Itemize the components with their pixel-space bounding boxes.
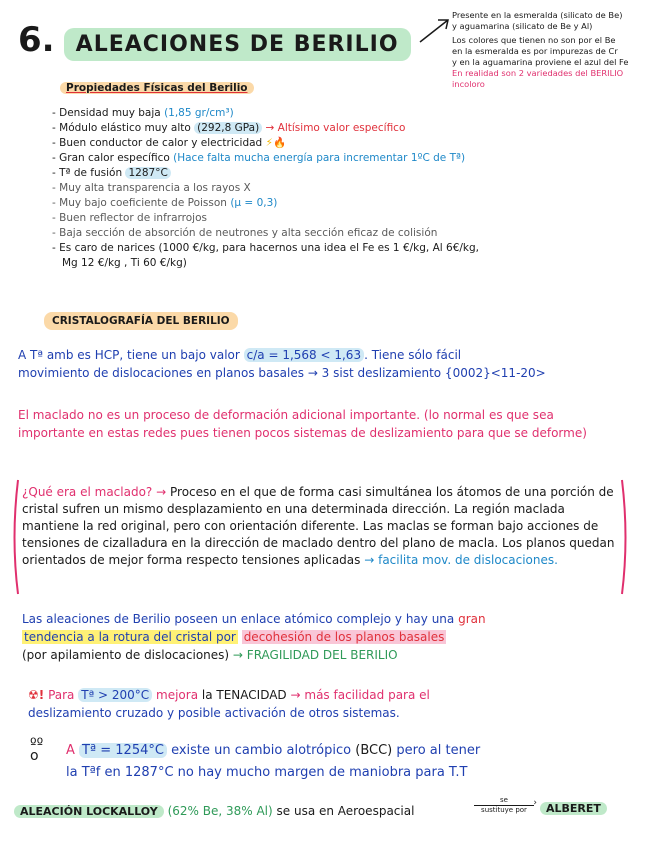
list-item: Mg 12 €/kg , Ti 60 €/kg) xyxy=(62,257,187,269)
list-item: - Muy bajo coeficiente de Poisson (μ = 0,3) xyxy=(52,197,278,209)
fire-icon: 🔥 xyxy=(272,137,287,149)
left-bracket xyxy=(10,478,20,596)
list-item: - Muy alta transparencia a los rayos X xyxy=(52,182,251,194)
side-note-line: Los colores que tienen no son por el Be xyxy=(452,35,616,45)
list-item: - Tª de fusión 1287°C xyxy=(52,166,479,181)
list-item: - Es caro de narices (1000 €/kg, para hacernos una idea el Fe es 1 €/kg, Al 6€/kg, xyxy=(52,242,480,254)
lightning-icon: ⚡ xyxy=(265,137,273,149)
list-item: - Gran calor específico (Hace falta mucha energía para incrementar 1ºC de Tª) xyxy=(52,152,466,164)
substitute-arrow: se › sustituye por xyxy=(474,796,534,815)
title-text: ALEACIONES DE BERILIO xyxy=(64,28,411,61)
alert-icon: ☢! xyxy=(28,688,45,702)
side-note-line: incoloro xyxy=(452,79,485,89)
side-note xyxy=(452,10,628,90)
side-note-line: En realidad son 2 variedades del BERILIO xyxy=(452,68,624,78)
list-item: - Baja sección de absorción de neutrones y alta sección eficaz de colisión xyxy=(52,227,438,239)
alberet-label: ALBERET xyxy=(540,802,607,815)
title xyxy=(18,20,411,61)
paragraph-fragility: Las aleaciones de Berilio poseen un enlace atómico complejo y hay una gran tendencia a la rotura del cristal por decohesión de los planos basales (por apilamiento de dislocaciones) → FRAGILIDAD DEL BERILIO xyxy=(22,612,486,662)
paragraph-allotropic: A Tª = 1254°C existe un cambio alotrópico (BCC) pero al tener la Tªf en 1287°C no hay mucho margen de maniobra para T.T xyxy=(66,743,481,780)
side-note-line: y aguamarina (silicato de Be y Al) xyxy=(452,21,593,31)
title-number: 6. xyxy=(18,20,55,60)
right-bracket xyxy=(620,478,630,596)
list-item: - Buen conductor de calor y electricidad ⚡🔥 xyxy=(52,137,287,149)
list-item: - Buen reflector de infrarrojos xyxy=(52,212,207,224)
title-arrow-icon xyxy=(418,14,452,44)
physical-list xyxy=(52,106,479,271)
crystal-heading: CRISTALOGRAFÍA DEL BERILIO xyxy=(44,312,238,330)
face-icon: ºº o xyxy=(30,736,44,764)
paragraph-hcp: A Tª amb es HCP, tiene un bajo valor c/a = 1,568 < 1,63 . Tiene sólo fácil movimiento de dislocaciones en planos basales → 3 sist deslizamiento {0002}<11-20> xyxy=(18,348,546,380)
side-note-line: y en la aguamarina proviene el azul del Fe xyxy=(452,57,629,67)
arrow-right-icon: › xyxy=(474,805,534,806)
list-item: - Densidad muy baja (1,85 gr/cm³) xyxy=(52,107,234,119)
paragraph-maclado: El maclado no es un proceso de deformación adicional importante. (lo normal es que sea importante en estas redes pues tienen pocos sistemas de deslizamiento para que se deforme) xyxy=(18,408,587,440)
side-note-line: Presente en la esmeralda (silicato de Be) xyxy=(452,10,623,20)
paragraph-lockalloy: ALEACIÓN LOCKALLOY (62% Be, 38% Al) se usa en Aeroespacial xyxy=(14,802,634,821)
paragraph-tenacity: ☢! Para Tª > 200°C mejora la TENACIDAD → más facilidad para el deslizamiento cruzado y posible activación de otros sistemas. xyxy=(28,688,430,720)
paragraph-maclado-definition: ¿Qué era el maclado? → Proceso en el que de forma casi simultánea los átomos de una porción de cristal sufren un mismo desplazamiento en una determinada dirección. La región maclada mantiene la red original, pero con orientación diferente. Las maclas se forman bajo acciones de tensiones de cizalladura en la dirección de maclado dentro del plano de macla. Los planos quedan orientados de mejor forma respecto tensiones aplicadas → facilita mov. de dislocaciones. xyxy=(22,485,615,567)
list-item: - Módulo elástico muy alto (292,8 GPa) → Altísimo valor específico xyxy=(52,122,406,134)
physical-heading: Propiedades Físicas del Berilio xyxy=(60,82,254,94)
side-note-line: en la esmeralda es por impurezas de Cr xyxy=(452,46,618,56)
